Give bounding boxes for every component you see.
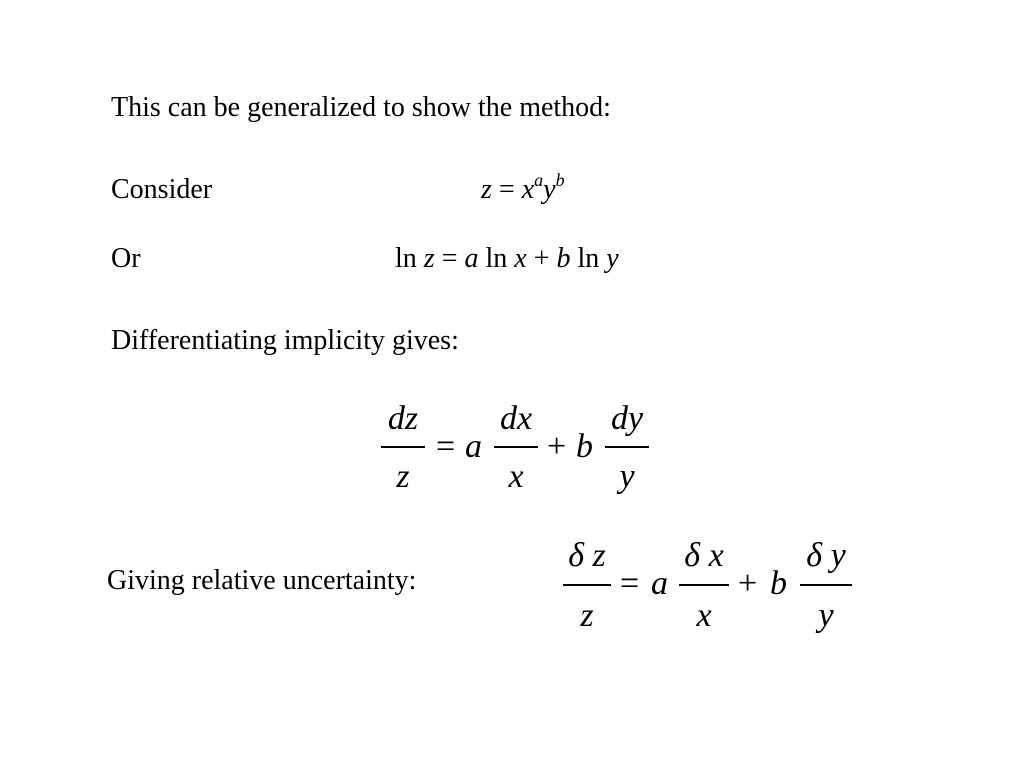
fraction-dz-z <box>563 539 611 635</box>
equals-sign: = <box>436 428 456 465</box>
fraction-bar <box>563 584 611 586</box>
equals-sign: = <box>620 565 640 602</box>
equals-sign: = <box>491 174 522 205</box>
exponent-a: a <box>534 170 544 190</box>
ln-text: ln <box>570 243 607 274</box>
consider-label: Consider <box>111 174 213 205</box>
or-label: Or <box>111 243 141 274</box>
var-y: y <box>606 243 619 274</box>
denominator: y <box>619 458 635 495</box>
numerator: δ y <box>806 537 846 574</box>
var-y: y <box>543 174 556 205</box>
denominator: z <box>580 597 594 634</box>
plus-sign: + <box>738 565 758 602</box>
numerator: dx <box>499 400 533 437</box>
denominator: x <box>508 458 524 495</box>
var-a: a <box>464 243 479 274</box>
ln-text: ln <box>478 243 515 274</box>
fraction-dx-x <box>679 539 729 635</box>
giving-text: Giving relative uncertainty: <box>107 565 417 596</box>
fraction-dy-y <box>800 539 852 635</box>
fraction-bar <box>679 584 729 586</box>
var-x: x <box>514 243 527 274</box>
differentiating-text: Differentiating implicity gives: <box>111 325 459 356</box>
var-a: a <box>465 428 482 465</box>
exponent-b: b <box>555 170 565 190</box>
var-x: x <box>521 174 535 205</box>
equals-sign: = <box>434 243 465 274</box>
var-b: b <box>556 243 571 274</box>
var-z: z <box>423 243 435 274</box>
var-b: b <box>770 565 787 602</box>
plus-sign: + <box>526 243 557 274</box>
var-a: a <box>651 565 668 602</box>
denominator: z <box>396 458 410 495</box>
numerator: δ z <box>568 537 606 574</box>
intro-text: This can be generalized to show the method: <box>111 92 611 123</box>
plus-sign: + <box>547 428 567 465</box>
var-b: b <box>576 428 593 465</box>
denominator: y <box>818 597 834 634</box>
fraction-bar <box>800 584 852 586</box>
numerator: δ x <box>684 537 724 574</box>
numerator: dz <box>387 400 419 437</box>
ln-text: ln <box>395 243 424 274</box>
denominator: x <box>696 597 712 634</box>
numerator: dy <box>610 400 644 437</box>
var-z: z <box>481 174 492 205</box>
